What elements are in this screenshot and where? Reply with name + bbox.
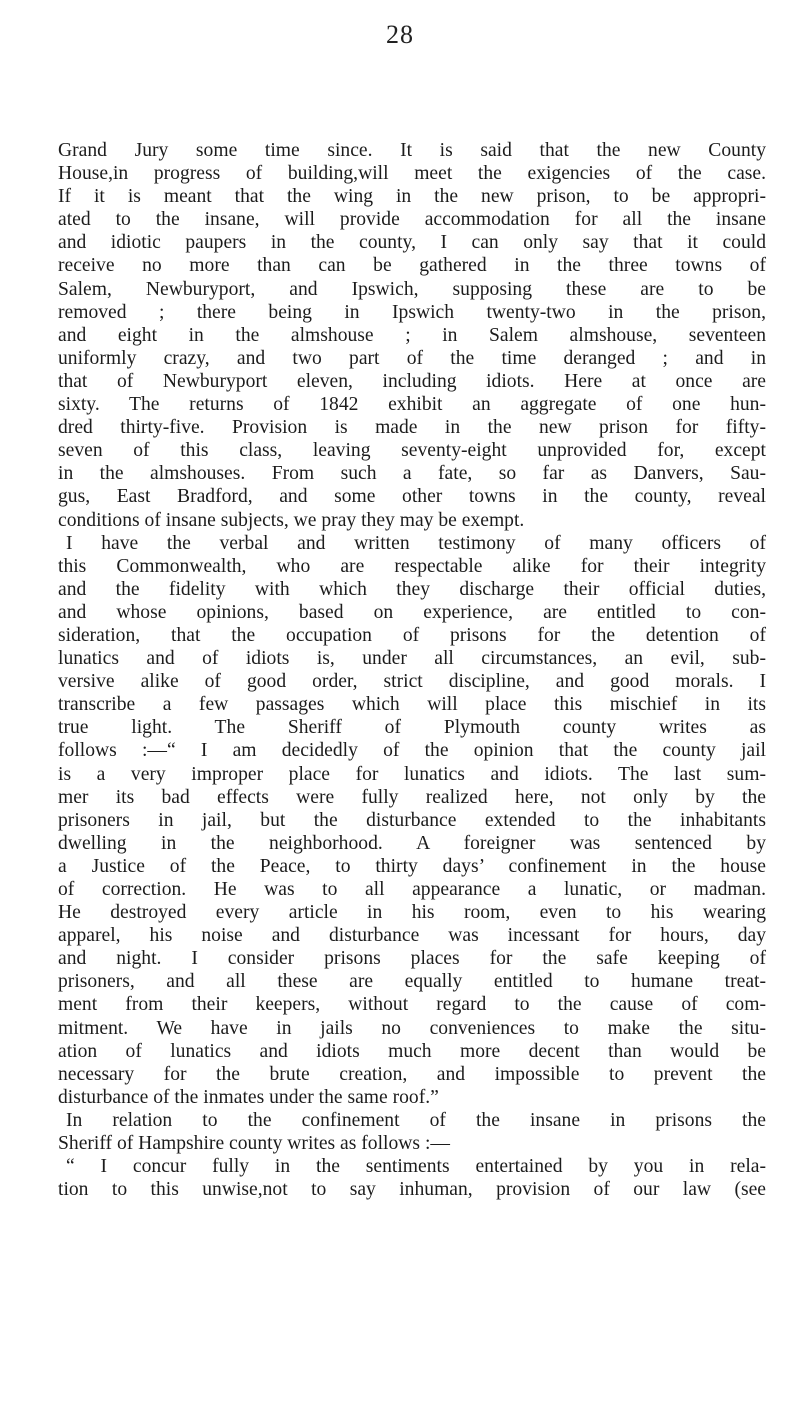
text-line: sixty. The returns of 1842 exhibit an aggregate of one hun- — [58, 394, 766, 416]
text-line: receive no more than can be gathered in the three towns of — [58, 255, 766, 277]
text-line: uniformly crazy, and two part of the time deranged ; and in — [58, 347, 766, 369]
text-line: Salem, Newburyport, and Ipswich, supposing these are to be — [58, 278, 766, 300]
text-line: seven of this class, leaving seventy-eight unprovided for, except — [58, 440, 766, 462]
text-line: of correction. He was to all appearance a lunatic, or madman. — [58, 879, 766, 900]
text-line: apparel, his noise and disturbance was incessant for hours, day — [58, 925, 766, 947]
page-text — [58, 139, 766, 1201]
text-line: House,in progress of building,will meet the exigencies of the case. — [58, 163, 766, 185]
text-line: in the almshouses. From such a fate, so far as Danvers, Sau- — [58, 463, 766, 485]
text-line: mer its bad effects were fully realized here, not only by the — [58, 786, 766, 808]
text-line: removed ; there being in Ipswich twenty-two in the prison, — [58, 301, 766, 323]
text-line: Grand Jury some time since. It is said that the new County — [58, 140, 766, 161]
text-line: I have the verbal and written testimony of many officers of — [66, 532, 766, 554]
text-line: prisoners in jail, but the disturbance extended to the inhabitants — [58, 809, 766, 831]
text-line: and eight in the almshouse ; in Salem almshouse, seventeen — [58, 324, 766, 346]
text-line: lunatics and of idiots is, under all circumstances, an evil, sub- — [58, 648, 766, 670]
text-line: ation of lunatics and idiots much more decent than would be — [58, 1040, 766, 1062]
text-line: In relation to the confinement of the insane in prisons the — [66, 1109, 766, 1131]
text-line: ment from their keepers, without regard to the cause of com- — [58, 994, 766, 1016]
text-line: and the fidelity with which they discharge their official duties, — [58, 578, 766, 600]
text-line: follows :—“ I am decidedly of the opinion that the county jail — [58, 740, 766, 762]
page-number: 28 — [386, 20, 414, 49]
text-line: transcribe a few passages which will place this mischief in its — [58, 694, 766, 716]
text-line: that of Newburyport eleven, including idiots. Here at once are — [58, 370, 766, 392]
text-line: ated to the insane, will provide accommodation for all the insane — [58, 209, 766, 231]
text-line: and whose opinions, based on experience, are entitled to con- — [58, 601, 766, 623]
text-line: conditions of insane subjects, we pray they may be exempt. — [58, 509, 525, 531]
text-line: gus, East Bradford, and some other towns in the county, reveal — [58, 486, 766, 508]
text-line: and idiotic paupers in the county, I can only say that it could — [58, 232, 766, 254]
text-line: dred thirty-five. Provision is made in the new prison for fifty- — [58, 417, 766, 439]
text-line: and night. I consider prisons places for the safe keeping of — [58, 948, 766, 970]
text-line: mitment. We have in jails no conveniences to make the situ- — [58, 1017, 766, 1039]
text-line: tion to this unwise,not to say inhuman, provision of our law (see — [58, 1179, 766, 1201]
text-line: true light. The Sheriff of Plymouth county writes as — [58, 717, 766, 739]
text-line: prisoners, and all these are equally entitled to humane treat- — [58, 971, 766, 993]
text-line: disturbance of the inmates under the same roof.” — [58, 1086, 439, 1108]
text-line: is a very improper place for lunatics and idiots. The last sum- — [58, 763, 766, 785]
text-line: Sheriff of Hampshire county writes as follows :— — [58, 1133, 450, 1155]
text-line: dwelling in the neighborhood. A foreigner was sentenced by — [58, 832, 766, 854]
text-line: a Justice of the Peace, to thirty days’ confinement in the house — [58, 855, 766, 877]
text-line: necessary for the brute creation, and impossible to prevent the — [58, 1063, 766, 1085]
text-line: If it is meant that the wing in the new prison, to be appropri- — [58, 186, 766, 208]
text-line: “ I concur fully in the sentiments entertained by you in rela- — [66, 1156, 766, 1178]
text-line: sideration, that the occupation of prisons for the detention of — [58, 624, 766, 646]
text-line: this Commonwealth, who are respectable alike for their integrity — [58, 555, 766, 577]
text-line: He destroyed every article in his room, even to his wearing — [58, 902, 766, 924]
text-line: versive alike of good order, strict discipline, and good morals. I — [58, 671, 766, 693]
